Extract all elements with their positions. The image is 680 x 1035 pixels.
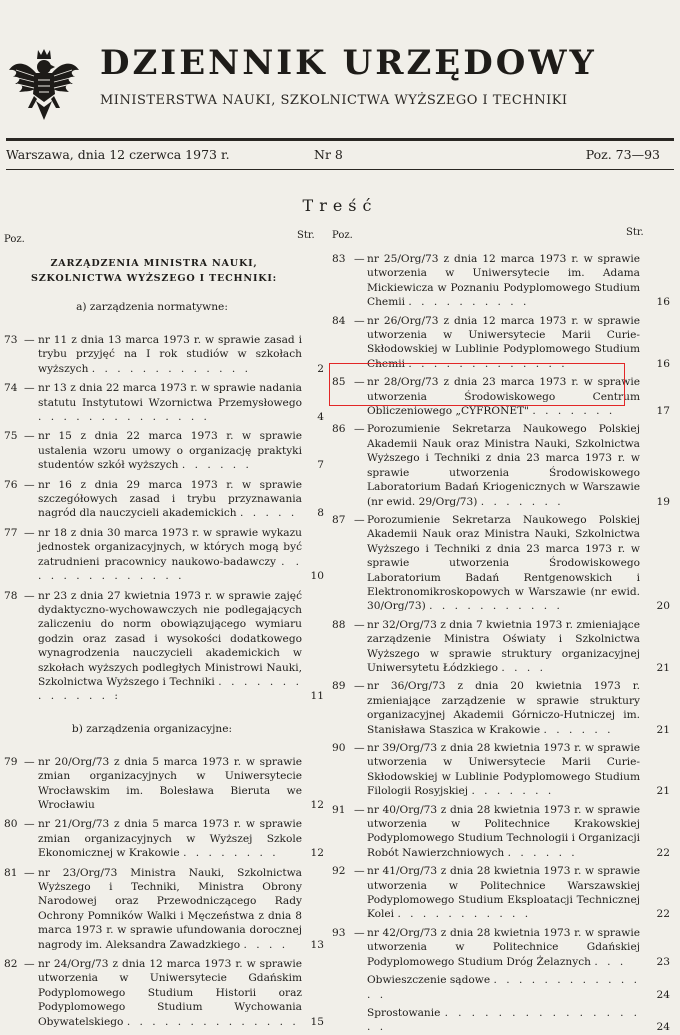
entry-position: 82 bbox=[4, 958, 18, 971]
entry-page: 16 bbox=[656, 296, 670, 309]
leader-dots: . . . . . . . bbox=[532, 405, 616, 418]
highlight-box bbox=[329, 363, 625, 406]
entry-text: nr 39/Org/73 z dnia 28 kwietnia 1973 r. w sprawie utworzenia w Uniwersytecie Marii Curie-Skłodowskiej w Lublinie Podyplomowego Studium Filologii Rosyjskiej bbox=[367, 742, 640, 798]
toc-entry bbox=[332, 973, 670, 1002]
issue-positions: Poz. 73—93 bbox=[585, 147, 660, 162]
leader-dots: . . . . . . . . . . bbox=[408, 296, 530, 309]
leader-dots: . . . . . . bbox=[543, 723, 614, 736]
entry-page: 11 bbox=[310, 690, 324, 703]
entry-text: nr 28/Org/73 z dnia 23 marca 1973 r. w sprawie utworzenia Środowiskowego Centrum Obliczeniowego „CYFRONET" bbox=[367, 376, 640, 418]
entry-page: 24 bbox=[656, 1021, 670, 1034]
entry-text-block bbox=[367, 741, 640, 799]
entry-dash: — bbox=[24, 589, 35, 602]
leader-dots: . . . . . . . . bbox=[183, 847, 279, 860]
header-rule-thin bbox=[6, 169, 674, 170]
toc-entry bbox=[332, 252, 670, 310]
entry-dash: — bbox=[24, 334, 35, 346]
leader-dots: . . . . . . . . . . . bbox=[397, 908, 532, 921]
entry-page: 21 bbox=[656, 723, 670, 736]
entry-position: 81 bbox=[4, 866, 18, 879]
leader-dots: . . . . . . . . . . . bbox=[429, 600, 563, 613]
journal-title: DZIENNIK URZĘDOWY bbox=[100, 43, 597, 83]
entry-text-block bbox=[367, 1006, 640, 1035]
entry-text: nr 13 z dnia 22 marca 1973 r. w sprawie nadania statutu Instytutowi Wzornictwa Przemysłowego bbox=[38, 382, 302, 409]
entry-position: 86 bbox=[332, 423, 346, 436]
issue-number: Nr 8 bbox=[314, 147, 343, 162]
entry-page: 7 bbox=[317, 459, 324, 472]
entry-dash: — bbox=[24, 866, 35, 879]
entry-page: 23 bbox=[656, 955, 670, 968]
toc-entry bbox=[4, 957, 324, 1029]
col-header-poz-left: Poz. bbox=[4, 234, 25, 245]
entry-dash: — bbox=[354, 680, 365, 693]
leader-dots: . . . . . bbox=[239, 507, 298, 520]
entry-text: nr 36/Org/73 z dnia 20 kwietnia 1973 r. zmieniające zarządzenie w sprawie struktury organizacyjnej Akademii Górniczo-Hutniczej im. Stanisława Staszica w Krakowie bbox=[367, 680, 640, 736]
toc-entry bbox=[332, 679, 670, 737]
entry-text-block bbox=[38, 381, 302, 424]
toc-entry bbox=[4, 333, 324, 376]
leader-dots: . . . . . . . . . . . . . . . . . bbox=[367, 1006, 640, 1034]
toc-left-column bbox=[4, 256, 324, 1029]
toc-entry bbox=[4, 755, 324, 813]
entry-position: 84 bbox=[332, 314, 346, 327]
entry-dash: — bbox=[354, 314, 365, 327]
col-header-str-right: Str. bbox=[626, 227, 644, 238]
entry-page: 17 bbox=[656, 405, 670, 418]
leader-dots: . . . bbox=[594, 955, 627, 968]
entry-position: 78 bbox=[4, 589, 18, 602]
toc-list-left-b bbox=[4, 755, 324, 1029]
col-header-str-left: Str. bbox=[297, 230, 315, 241]
entry-text: nr 26/Org/73 z dnia 12 marca 1973 r. w sprawie utworzenia w Uniwersytecie Marii Curie-Skłodowskiej w Lublinie Podyplomowego Studium Chemii bbox=[367, 314, 640, 370]
entry-text: nr 15 z dnia 22 marca 1973 r. w sprawie ustalenia wzoru umowy o organizację praktyki studentów szkół wyższych bbox=[38, 430, 302, 472]
entry-dash: — bbox=[354, 618, 365, 631]
leader-dots: . . . . . . . . . . . . . bbox=[408, 357, 568, 370]
entry-page: 8 bbox=[317, 507, 324, 520]
entry-text: nr 21/Org/73 z dnia 5 marca 1973 r. w sprawie zmian organizacyjnych w Wyższej Szkole Ekonomicznej w Krakowie bbox=[38, 818, 302, 860]
entry-text-block bbox=[38, 866, 302, 952]
entry-text: nr 41/Org/73 z dnia 28 kwietnia 1973 r. w sprawie utworzenia w Politechnice Warszawskiej Podyplomowego Studium Eksploatacji Technicznej Kolei bbox=[367, 865, 640, 921]
entry-page: 12 bbox=[310, 847, 324, 860]
entry-position: 87 bbox=[332, 513, 346, 526]
col-header-poz-right: Poz. bbox=[332, 230, 353, 241]
entry-position: 93 bbox=[332, 926, 346, 939]
entry-position: 77 bbox=[4, 526, 18, 539]
leader-dots: . . . . . . . . . . . . . . bbox=[367, 974, 641, 1001]
leader-dots: . . . . . . . . . . . . . . bbox=[126, 1015, 299, 1028]
toc-entry bbox=[332, 618, 670, 676]
toc-title: Treść bbox=[302, 196, 378, 215]
entry-text: Sprostowanie bbox=[367, 1006, 441, 1019]
entry-text-block bbox=[367, 973, 640, 1002]
leader-dots: . . . . . . . . . . . . . . bbox=[38, 555, 303, 583]
entry-text: Obwieszczenie sądowe bbox=[367, 974, 491, 987]
toc-entry bbox=[4, 866, 324, 952]
toc-entry bbox=[4, 381, 324, 424]
entry-text: nr 25/Org/73 z dnia 12 marca 1973 r. w sprawie utworzenia w Uniwersytecie im. Adama Mickiewicza w Poznaniu Podyplomowego Studium Chemii bbox=[367, 253, 640, 309]
entry-text: nr 20/Org/73 z dnia 5 marca 1973 r. w sprawie zmian organizacyjnych w Uniwersytecie Wrocławskim im. Bolesława Bieruta we Wrocławiu bbox=[38, 755, 302, 811]
entry-page: 10 bbox=[310, 570, 324, 583]
entry-page: 20 bbox=[656, 600, 670, 613]
entry-page: 24 bbox=[656, 988, 670, 1001]
entry-dash: — bbox=[24, 958, 35, 971]
entry-text-block bbox=[38, 429, 302, 472]
entry-page: 22 bbox=[656, 846, 670, 859]
entry-text-block bbox=[38, 957, 302, 1029]
entry-position: 73 bbox=[4, 334, 18, 346]
toc-entry bbox=[4, 526, 324, 584]
group-heading-a: a) zarządzenia normatywne: bbox=[76, 301, 228, 313]
entry-dash: — bbox=[354, 376, 365, 389]
toc-entry bbox=[332, 422, 670, 508]
entry-dash: — bbox=[354, 513, 365, 526]
entry-dash: — bbox=[354, 423, 365, 436]
toc-entry bbox=[332, 803, 670, 861]
entry-position: 92 bbox=[332, 865, 346, 878]
toc-entry bbox=[4, 429, 324, 472]
entry-dash: — bbox=[24, 382, 35, 395]
entry-page: 13 bbox=[310, 938, 324, 951]
entry-text: nr 23 z dnia 27 kwietnia 1973 r. w sprawie zajęć dydaktyczno-wychowawczych nie podlegających zaliczeniu do norm obowiązującego wymiaru godzin oraz zasad i wysokości dodatkowego wynagrodzenia nauczycieli akademickich w szkołach wyższych podległych Ministrowi Nauki, Szkolnictwa Wyższego i Techniki bbox=[38, 589, 302, 688]
toc-entry bbox=[332, 741, 670, 799]
entry-text-block bbox=[367, 618, 640, 676]
entry-position: 79 bbox=[4, 755, 18, 768]
entry-text: nr 42/Org/73 z dnia 28 kwietnia 1973 r. w sprawie utworzenia w Politechnice Gdańskiej Podyplomowego Studium Dróg Żelaznych bbox=[367, 926, 640, 968]
entry-text-block bbox=[38, 589, 302, 704]
entry-position: 76 bbox=[4, 478, 18, 491]
entry-text: Porozumienie Sekretarza Naukowego Polskiej Akademii Nauk oraz Ministra Nauki, Szkolnictwa Wyższego i Techniki z dnia 23 marca 1973 r. w sprawie utworzenia Środowiskowego Laboratorium Badań Rentgenowskich i Elektronomikroskopowych w Warszawie (nr ewid. 30/Org/73) bbox=[367, 513, 640, 613]
section-title: ZARZĄDZENIA MINISTRA NAUKI, SZKOLNICTWA WYŻSZEGO I TECHNIKI: bbox=[30, 258, 278, 284]
leader-dots: . . . . bbox=[243, 938, 289, 951]
entry-dash: — bbox=[354, 865, 365, 878]
journal-subtitle: MINISTERSTWA NAUKI, SZKOLNICTWA WYŻSZEGO I TECHNIKI bbox=[100, 93, 568, 108]
toc-entry bbox=[332, 513, 670, 614]
toc-entry bbox=[332, 926, 670, 969]
entry-text-block bbox=[38, 817, 302, 860]
entry-dash: — bbox=[354, 742, 365, 754]
entry-page: 4 bbox=[317, 411, 324, 424]
entry-position: 75 bbox=[4, 430, 18, 443]
leader-dots: . . . . bbox=[501, 661, 546, 674]
entry-text-block bbox=[367, 864, 640, 922]
leader-dots: . . . . . . . . . . . . . : bbox=[38, 675, 302, 703]
entry-page: 12 bbox=[310, 798, 324, 811]
leader-dots: . . . . . . bbox=[181, 459, 252, 472]
entry-dash: — bbox=[24, 478, 35, 491]
entry-page: 22 bbox=[656, 908, 670, 921]
entry-position: 80 bbox=[4, 818, 18, 831]
toc-list-left-a bbox=[4, 333, 324, 704]
entry-text: nr 11 z dnia 13 marca 1973 r. w sprawie zasad i trybu przyjęć na I rok studiów w szkołach wyższych bbox=[38, 334, 302, 375]
header-rule-thick bbox=[6, 138, 674, 141]
entry-position: 91 bbox=[332, 803, 346, 816]
entry-text-block bbox=[38, 333, 302, 376]
entry-text-block bbox=[38, 478, 302, 521]
entry-text: nr 16 z dnia 29 marca 1973 r. w sprawie szczegółowych zasad i trybu przyznawania nagród dla nauczycieli akademickich bbox=[38, 478, 302, 520]
toc-entry bbox=[332, 1006, 670, 1035]
entry-page: 16 bbox=[656, 357, 670, 370]
entry-position: 88 bbox=[332, 618, 346, 631]
entry-text-block bbox=[367, 252, 640, 310]
entry-dash: — bbox=[354, 926, 365, 939]
toc-entry bbox=[332, 864, 670, 922]
entry-position: 83 bbox=[332, 253, 346, 265]
entry-text: nr 24/Org/73 z dnia 12 marca 1973 r. w sprawie utworzenia w Uniwersytecie Gdańskim Podyplomowego Studium Historii oraz Podyplomowego Studium Wychowania Obywatelskiego bbox=[38, 958, 302, 1028]
leader-dots: . . . . . . . bbox=[471, 785, 555, 798]
entry-text-block bbox=[367, 803, 640, 861]
entry-text: nr 40/Org/73 z dnia 28 kwietnia 1973 r. w sprawie utworzenia w Politechnice Krakowskiej Podyplomowego Studium Technologii i Organizacji Robót Nawierzchniowych bbox=[367, 803, 640, 859]
entry-text: Porozumienie Sekretarza Naukowego Polskiej Akademii Nauk oraz Ministra Nauki, Szkolnictwa Wyższego i Techniki z dnia 23 marca 1973 r. w sprawie utworzenia Środowiskowego Laboratorium Badań Kriogenicznych w Warszawie (nr ewid. 29/Org/73) bbox=[367, 423, 640, 508]
entry-page: 2 bbox=[317, 362, 324, 375]
leader-dots: . . . . . . . bbox=[480, 495, 564, 508]
entry-dash: — bbox=[24, 818, 35, 831]
entry-text-block bbox=[367, 926, 640, 969]
issue-line bbox=[6, 145, 674, 165]
issue-place-date: Warszawa, dnia 12 czerwca 1973 r. bbox=[6, 147, 230, 162]
entry-position: 90 bbox=[332, 742, 346, 754]
group-heading-b: b) zarządzenia organizacyjne: bbox=[71, 722, 233, 735]
entry-text-block bbox=[367, 679, 640, 737]
entry-text: nr 32/Org/73 z dnia 7 kwietnia 1973 r. zmieniające zarządzenie Ministra Oświaty i Szkolnictwa Wyższego w sprawie struktury organizacyjnej Uniwersytetu Łódzkiego bbox=[367, 618, 640, 674]
entry-dash: — bbox=[24, 755, 35, 768]
entry-text: nr 23/Org/73 Ministra Nauki, Szkolnictwa Wyższego i Techniki, Ministra Obrony Narodowej oraz Przewodniczącego Rady Ochrony Pomników Walki i Męczeństwa z dnia 8 marca 1973 r. w sprawie ufundowania dorocznej nagrody im. Aleksandra Zawadzkiego bbox=[38, 866, 302, 951]
entry-position: 85 bbox=[332, 376, 346, 389]
entry-text-block bbox=[38, 755, 302, 813]
entry-position: 74 bbox=[4, 382, 18, 395]
toc-entry bbox=[4, 817, 324, 860]
entry-dash: — bbox=[354, 803, 365, 816]
entry-dash: — bbox=[354, 253, 365, 265]
leader-dots: . . . . . . . . . . . . . bbox=[91, 362, 251, 375]
entry-position: 89 bbox=[332, 680, 346, 693]
entry-text: nr 18 z dnia 30 marca 1973 r. w sprawie wykazu jednostek organizacyjnych, w których mogą być zatrudnieni pracownicy naukowo-badawczy bbox=[38, 526, 302, 568]
leader-dots: . . . . . . . . . . . . . . bbox=[38, 411, 210, 424]
entry-dash: — bbox=[24, 430, 35, 443]
entry-page: 21 bbox=[656, 785, 670, 798]
leader-dots: . . . . . . bbox=[507, 846, 578, 859]
entry-text-block bbox=[367, 513, 640, 614]
entry-text-block bbox=[38, 526, 302, 584]
entry-page: 21 bbox=[656, 661, 670, 674]
white-eagle-emblem bbox=[8, 46, 80, 122]
entry-dash: — bbox=[24, 526, 35, 539]
toc-entry bbox=[4, 478, 324, 521]
entry-page: 19 bbox=[656, 495, 670, 508]
entry-text-block bbox=[367, 422, 640, 508]
toc-entry bbox=[4, 589, 324, 704]
entry-page: 15 bbox=[310, 1015, 324, 1028]
